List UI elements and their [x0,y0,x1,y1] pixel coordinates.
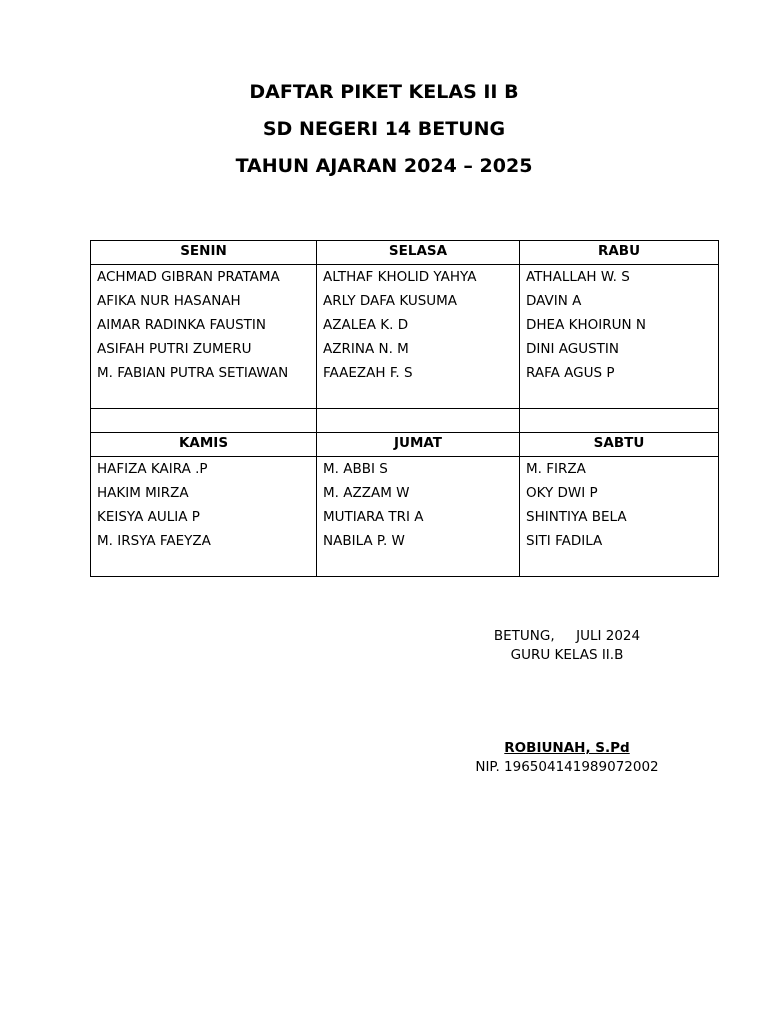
signature-block [466,627,668,777]
list-item: M. FABIAN PUTRA SETIAWAN [97,365,289,381]
names-cell-sabtu [520,457,719,577]
day-header-selasa: SELASA [317,241,520,265]
list-item: M. AZZAM W [323,485,410,501]
list-item: DAVIN A [526,293,582,309]
list-item: ARLY DAFA KUSUMA [323,293,458,309]
place-date: BETUNG, JULI 2024 [493,628,641,644]
day-header-senin: SENIN [91,241,317,265]
duty-schedule-table [90,240,719,577]
list-item: M. FIRZA [526,461,586,477]
list-item: KEISYA AULIA P [97,509,200,525]
names-cell-kamis [91,457,317,577]
school-name: SD NEGERI 14 BETUNG [262,118,506,140]
names-cell-rabu [520,265,719,409]
spacer-row [91,409,719,433]
name-list [317,265,519,387]
document-header [0,80,768,191]
list-item: SITI FADILA [526,533,603,549]
academic-year: TAHUN AJARAN 2024 – 2025 [235,155,533,177]
list-item: ALTHAF KHOLID YAHYA [323,269,477,285]
names-row [91,457,719,577]
document-title: DAFTAR PIKET KELAS II B [249,81,519,103]
list-item: M. ABBI S [323,461,388,477]
list-item: HAFIZA KAIRA .P [97,461,208,477]
day-header-kamis: KAMIS [91,433,317,457]
list-item: ASIFAH PUTRI ZUMERU [97,341,252,357]
day-header-rabu: RABU [520,241,719,265]
names-row [91,265,719,409]
signer-name: ROBIUNAH, S.Pd [504,740,630,756]
name-list [317,457,519,555]
name-list [91,265,316,387]
list-item: RAFA AGUS P [526,365,615,381]
day-header-sabtu: SABTU [520,433,719,457]
empty-cell [91,409,317,433]
list-item: HAKIM MIRZA [97,485,189,501]
names-cell-senin [91,265,317,409]
empty-cell [317,409,520,433]
list-item: DINI AGUSTIN [526,341,619,357]
list-item: SHINTIYA BELA [526,509,627,525]
signer-nip: NIP. 196504141989072002 [475,759,659,775]
list-item: AZRINA N. M [323,341,409,357]
list-item: DHEA KHOIRUN N [526,317,646,333]
day-header-jumat: JUMAT [317,433,520,457]
names-cell-jumat [317,457,520,577]
list-item: NABILA P. W [323,533,405,549]
day-header-row [91,433,719,457]
name-list [520,265,718,387]
list-item: OKY DWI P [526,485,598,501]
empty-cell [520,409,719,433]
list-item: M. IRSYA FAEYZA [97,533,211,549]
list-item: AIMAR RADINKA FAUSTIN [97,317,266,333]
list-item: ATHALLAH W. S [526,269,630,285]
name-list [91,457,316,555]
names-cell-selasa [317,265,520,409]
day-header-row [91,241,719,265]
list-item: MUTIARA TRI A [323,509,424,525]
list-item: FAAEZAH F. S [323,365,413,381]
list-item: AFIKA NUR HASANAH [97,293,241,309]
name-list [520,457,718,555]
list-item: ACHMAD GIBRAN PRATAMA [97,269,280,285]
signer-role: GURU KELAS II.B [510,647,624,663]
list-item: AZALEA K. D [323,317,409,333]
